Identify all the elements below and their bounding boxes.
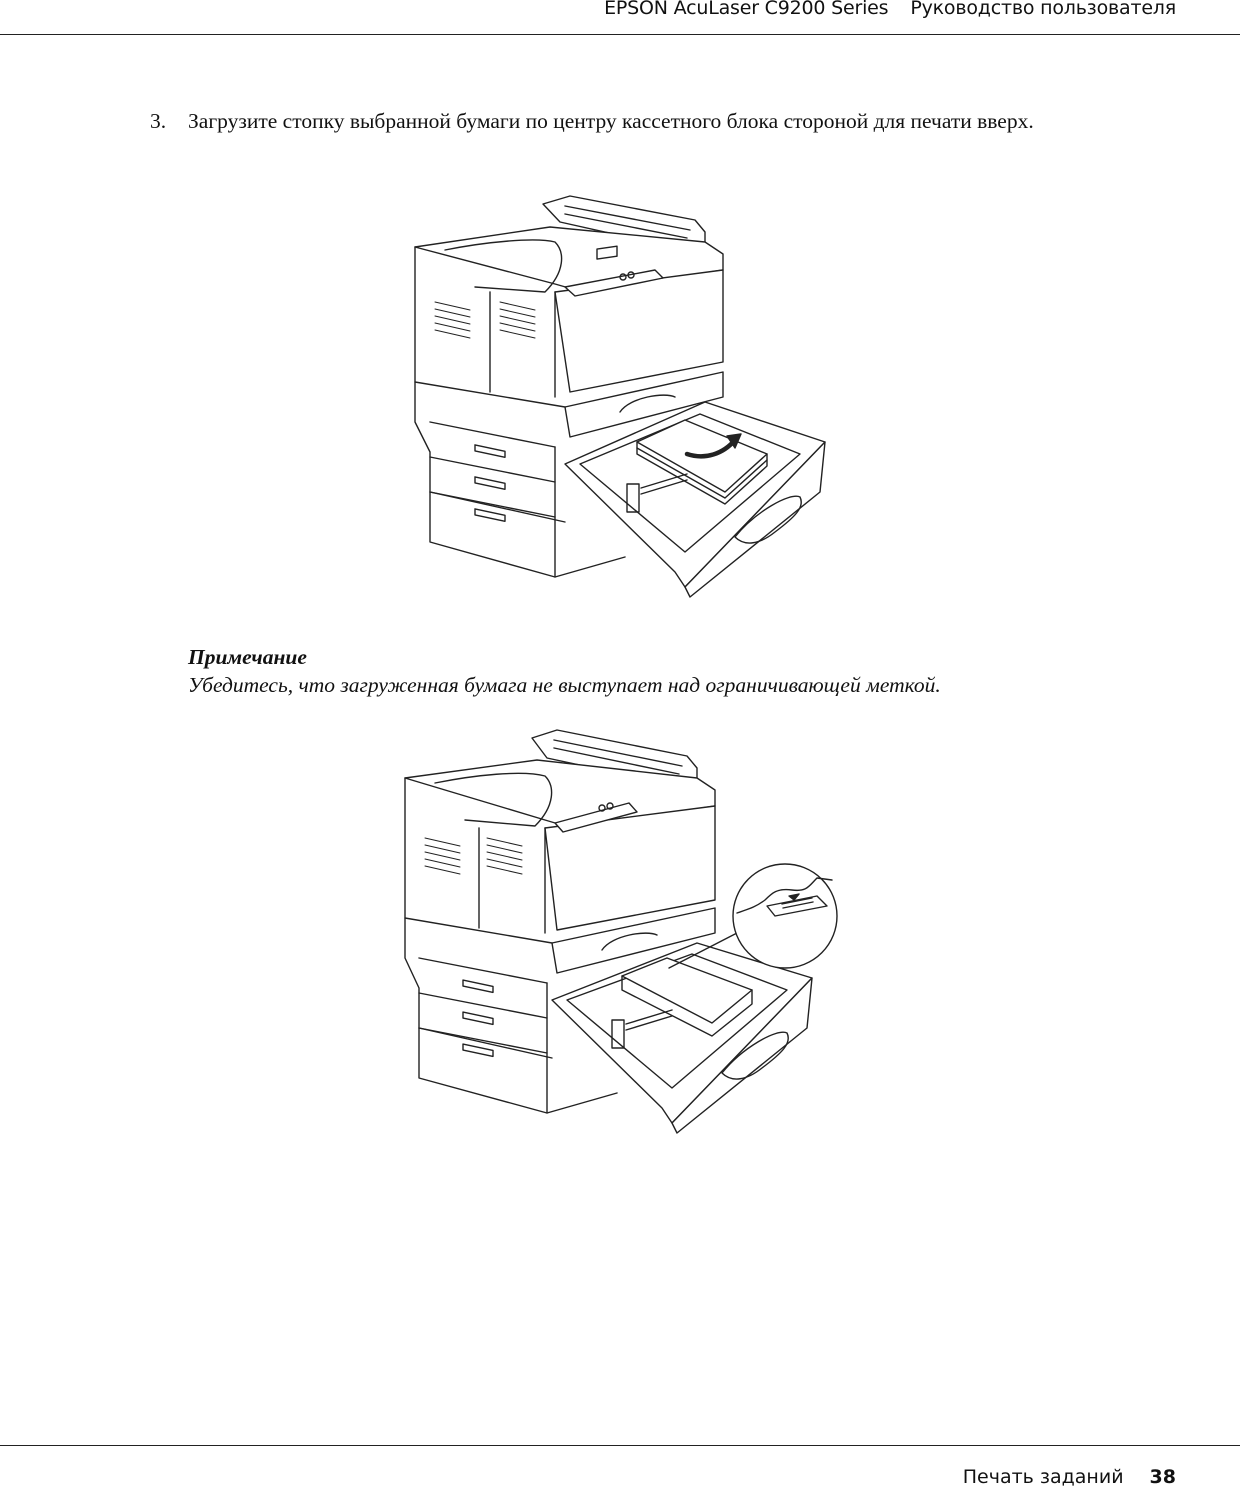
- note-text: Убедитесь, что загруженная бумага не выступает над ограничивающей меткой.: [188, 673, 941, 697]
- page-header: [0, 0, 1240, 35]
- step-text: Загрузите стопку выбранной бумаги по центру кассетного блока стороной для печати вверх.: [188, 109, 1034, 133]
- header-product: EPSON AcuLaser C9200 Series: [604, 0, 889, 19]
- footer-section: Печать заданий: [962, 1466, 1124, 1488]
- note-block: [188, 643, 1128, 699]
- printer-paper-limit-mark-illustration: [397, 728, 842, 1140]
- header-manual: Руководство пользователя: [910, 0, 1176, 19]
- printer-loading-paper-illustration: [405, 192, 835, 602]
- header-text: [604, 0, 1176, 19]
- note-title: Примечание: [188, 645, 307, 669]
- page-footer: [0, 1445, 1240, 1446]
- footer-text: [963, 1466, 1176, 1488]
- page-number: 38: [1149, 1466, 1176, 1488]
- step-number: 3.: [150, 109, 167, 133]
